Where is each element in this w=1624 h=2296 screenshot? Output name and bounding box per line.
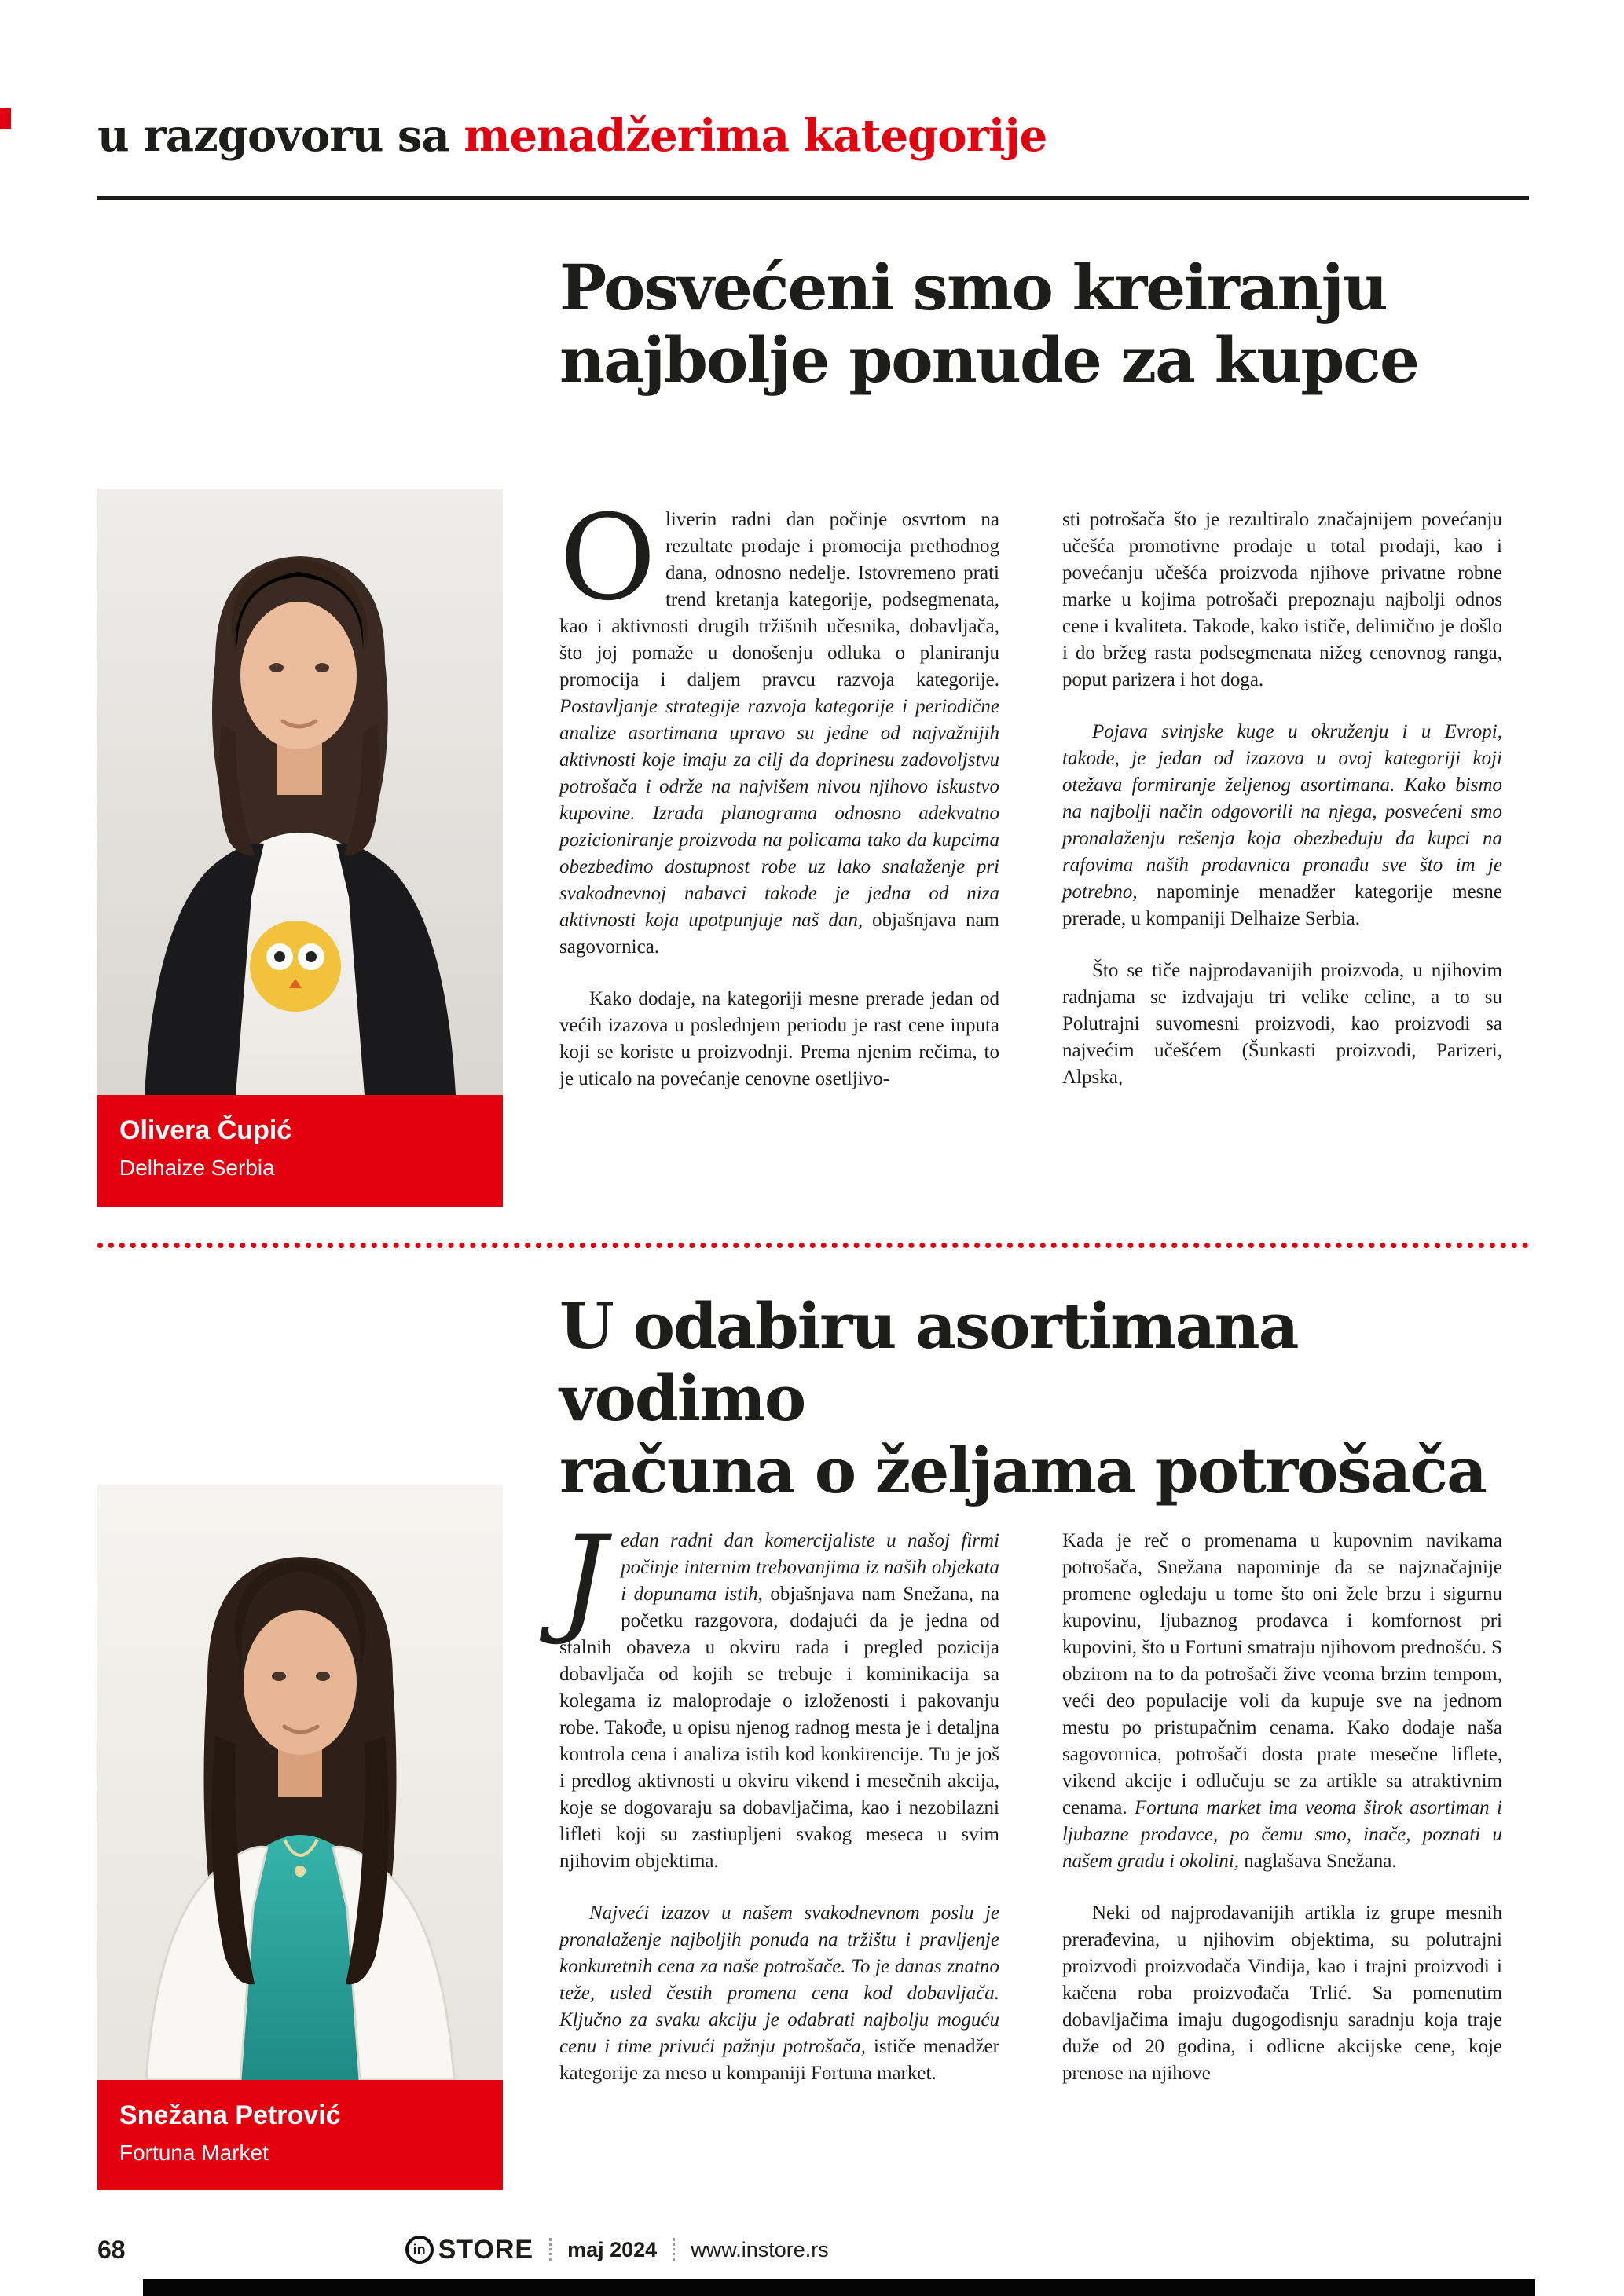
text-run: napominje menadžer kategorije mesne prerade, u kompaniji Delhaize Serbia. — [1062, 881, 1502, 929]
paragraph — [1062, 719, 1502, 932]
kicker-highlight: menadžerima kategorije — [464, 110, 1047, 162]
page-edge-red-mark — [0, 108, 11, 129]
text-run: objašnjava nam sagovornica. — [559, 910, 999, 958]
instore-logo — [405, 2235, 829, 2265]
text-run-italic: Fortuna market ima veoma širok asortiman i ljubazne prodavce, po čemu smo, inače, poznati u našem gradu i okolini, — [1062, 1797, 1502, 1872]
article2-title-line2: računa o željama potrošača — [559, 1434, 1486, 1507]
article1-column2 — [1062, 507, 1502, 1091]
instore-logo-text: STORE — [438, 2234, 534, 2265]
person-name: Snežana Petrović — [119, 2100, 341, 2130]
paragraph: Što se tiče najprodavanijih proizvoda, u njihovim radnjama se izdvajaju tri velike celine, a to su Polutrajni suvomesni proizvodi, kao proizvodi sa najvećim učešćem (Šunkasti proizvodi, Parizeri, Alpska, — [1062, 960, 1502, 1088]
page-number: 68 — [97, 2235, 126, 2264]
page-footer — [97, 2231, 1529, 2269]
dropcap-o: O — [559, 490, 656, 627]
footer-divider — [673, 2238, 675, 2261]
text-run-italic: Najveći izazov u našem svakodnevnom poslu je pronalaženje najboljih ponuda na tržištu i pravljenje konkuretnih cena za naše potrošače. To je danas znatno teže, usled čestih promena cena kod dobavljača. Ključno za svaku akciju je odabrati najbolju moguću cenu i time privući pažnju potrošača, — [559, 1902, 999, 2057]
paragraph: Kako dodaje, na kategoriji mesne prerade jedan od većih izazova u poslednjem periodu je rast cene inputa koji se koriste u proizvodnji. Prema njenim rečima, to je uticalo na povećanje cenovne osetljivo- — [559, 988, 999, 1089]
text-run-italic: edan radni dan komercijaliste u našoj firmi počinje internim trebovanjima iz naših objekata i dopunama istih, — [621, 1530, 999, 1605]
person-name: Olivera Čupić — [119, 1115, 292, 1145]
paragraph — [559, 1900, 999, 2087]
text-run: liverin radni dan počinje osvrtom na rezultate prodaje i promocija prethodnog dana, odnosno nedelje. Istovremeno prati trend kretanja kategorije, podsegmenata, kao i aktivnosti drugih tržišnih učesnika, dobavljača, što joj pomaže u donošenju odluka o planiranju promocija i daljem pravcu razvoja kategorije. — [559, 509, 999, 690]
website-url: www.instore.rs — [691, 2237, 829, 2261]
caption-box-olivera — [97, 1095, 503, 1207]
article2-column2 — [1062, 1528, 1502, 2087]
dropcap-j: J — [559, 1511, 607, 1648]
instore-logo-icon: in — [405, 2236, 434, 2264]
text-run: naglašava Snežana. — [1239, 1851, 1397, 1872]
paragraph: sti potrošača što je rezultiralo značajnijem povećanju učešća promotivne prodaje u total prodaji, kao i povećanju učešća proizvoda njihove privatne robne marke u kojima potrošači prepoznaju najbolji odnos cene i kvaliteta. Takođe, kako ističe, delimično je došlo i do bržeg rasta podsegmenata nižeg cenovnog ranga, poput parizera i hot doga. — [1062, 509, 1502, 690]
article2-title-line1: U odabiru asortimana vodimo — [559, 1289, 1298, 1435]
text-run-italic: Pojava svinjske kuge u okruženju i u Evropi, takođe, je jedan od izazova u ovoj kategoriji koji otežava formiranje željenog asortimana. Kako bismo na najbolji način odgovorili na njega, posvećeni smo pronalaženju rešenja koja obezbeđuju da kupci na rafovima naših prodavnica pronađu sve što im je potrebno, — [1062, 721, 1502, 903]
paragraph — [559, 490, 999, 961]
article1-title-line1: Posvećeni smo kreiranju — [559, 251, 1387, 324]
tee-graphic — [250, 921, 341, 1012]
text-run: ističe menadžer kategorije za meso u kompaniji Fortuna market. — [559, 2036, 999, 2084]
portrait-illustration-snezana — [97, 1485, 503, 2080]
person-company: Fortuna Market — [119, 2140, 269, 2165]
text-run-italic: Postavljanje strategije razvoja kategorije i periodične analize asortimana upravo su jedne od najvažnijih aktivnosti koje imaju za cilj da doprinesu zadovoljstvu potrošača i održe na najvišem nivou njihovo iskustvo kupovine. Izrada planograma odnosno adekvatno pozicioniranje proizvoda na policama tako da kupcima obezbedimo dostupnost robe uz lako snalaženje pri svakodnevnoj nabavci takođe je jedna od niza aktivnosti koja upotpunjuje naš dan, — [559, 696, 999, 931]
article1-title-line2: najbolje ponude za kupce — [559, 323, 1418, 397]
portrait-photo-snezana — [97, 1485, 503, 2080]
portrait-photo-olivera — [97, 489, 503, 1095]
paragraph — [1062, 1528, 1502, 1875]
section-kicker — [97, 110, 1047, 162]
dotted-divider — [97, 1243, 1529, 1248]
text-run: objašnjava nam Snežana, na početku razgovora, dodajući da je jedna od stalnih obaveza u okviru rada i pregled pozicija dobavljača od kojih se trebuje i kominikacija sa kolegama iz maloprodaje o izloženosti i pakovanju robe. Takođe, u opisu njenog radnog mesta je i detaljna kontrola cena i analiza istih kod konkirencije. Tu je još i predlog aktivnosti u okviru vikend i mesečnih akcija, koje se dogovaraju sa dobavljačima, kao i nezobilazni lifleti koji su zastiupljeni svakog meseca u svim njihovim objektima. — [559, 1584, 999, 1872]
article2-column1 — [559, 1511, 999, 2087]
text-run: Kada je reč o promenama u kupovnim navikama potrošača, Snežana napominje da se najznačajnije promene ogledaju u tome što oni žele brzu i sigurnu kupovinu, ljubaznog prodavca i komfornost pri kupovini, što u Fortuni smatraju njihovom prednošću. S obzirom na to da potrošači žive veoma brzim tempom, veći deo populacije voli da kupuje sve na jednom mestu po pristupačnim cenama. Kako dodaje naša sagovornica, potrošači dosta prate mesečne liflete, vikend akcije i odlučuju se za artikle sa atraktivnim cenama. — [1062, 1530, 1502, 1818]
caption-box-snezana — [97, 2080, 503, 2190]
footer-divider — [549, 2238, 552, 2261]
article1-column1 — [559, 490, 999, 1093]
kicker-prefix: u razgovoru sa — [97, 110, 464, 162]
issue-date: maj 2024 — [567, 2237, 658, 2261]
article2-title — [559, 1290, 1542, 1507]
article1-title — [559, 251, 1542, 396]
paragraph: Neki od najprodavanijih artikla iz grupe mesnih prerađevina, u njihovim objektima, su polutrajni proizvodi proizvođača Vindija, kao i trajni proizvodi i kačena roba proizvođača Trlić. Sa pomenutim dobavljačima imaju dugogodisnju saradnju koja traje duže od 20 godina, i odlicne akcijske cene, koje prenose na njihove — [1062, 1902, 1502, 2084]
person-company: Delhaize Serbia — [119, 1155, 275, 1180]
portrait-illustration-olivera — [97, 489, 503, 1095]
bottom-black-bar — [143, 2279, 1535, 2296]
paragraph — [559, 1511, 999, 1875]
header-rule — [97, 196, 1529, 200]
